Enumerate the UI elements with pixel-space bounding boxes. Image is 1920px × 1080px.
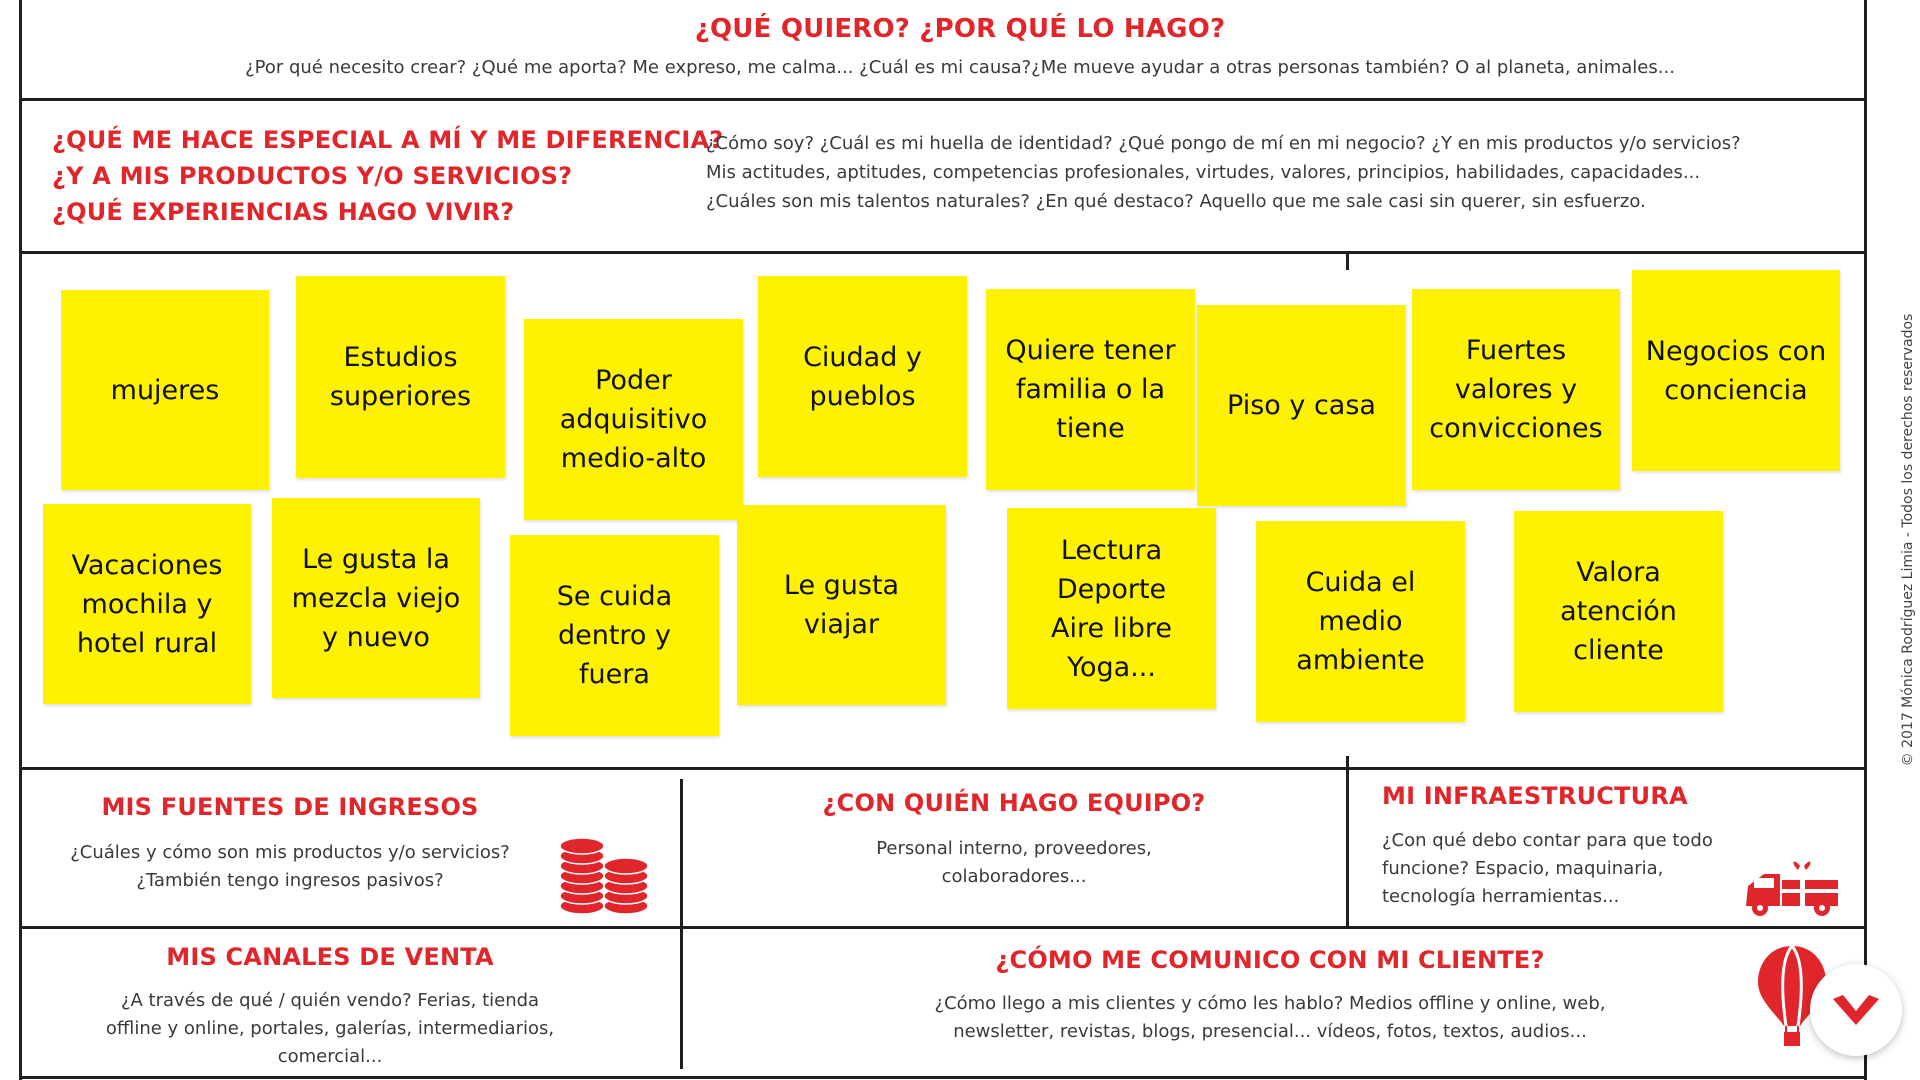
divider-special xyxy=(19,251,1867,254)
team-text-line2: colaboradores... xyxy=(941,866,1087,887)
communication-text-line2: newsletter, revistas, blogs, presencial... vídeos, fotos, textos, audios... xyxy=(953,1021,1587,1042)
frame-left-border xyxy=(19,0,22,1080)
sticky-note: Se cuida dentro y fuera xyxy=(510,535,719,736)
truck-icon xyxy=(1742,856,1844,918)
sticky-note: Vacaciones mochila y hotel rural xyxy=(43,504,251,704)
divider-top xyxy=(19,98,1867,101)
special-title-line3: ¿QUÉ EXPERIENCIAS HAGO VIVIR? xyxy=(52,198,515,226)
chevron-logo-icon[interactable] xyxy=(1810,964,1902,1056)
sticky-note: Quiere tener familia o la tiene xyxy=(986,289,1195,490)
infra-text-line3: tecnología herramientas... xyxy=(1382,886,1620,907)
sticky-note: Le gusta viajar xyxy=(737,505,946,705)
communication-title: ¿CÓMO ME COMUNICO CON MI CLIENTE? xyxy=(995,946,1545,974)
sticky-note: Piso y casa xyxy=(1197,305,1406,506)
special-title-line1: ¿QUÉ ME HACE ESPECIAL A MÍ Y ME DIFERENCIA? xyxy=(52,126,724,154)
income-title: MIS FUENTES DE INGRESOS xyxy=(101,793,479,821)
income-text-line1: ¿Cuáles y cómo son mis productos y/o servicios? xyxy=(70,842,510,863)
why-title: ¿QUÉ QUIERO? ¿POR QUÉ LO HAGO? xyxy=(694,14,1226,44)
divider-middle xyxy=(19,926,1867,929)
sticky-note: mujeres xyxy=(61,290,269,490)
team-text-line1: Personal interno, proveedores, xyxy=(876,838,1152,859)
sticky-note: Negocios con conciencia xyxy=(1632,270,1840,471)
divider-income-team xyxy=(680,779,683,1069)
special-text-line1: ¿Cómo soy? ¿Cuál es mi huella de identidad? ¿Qué pongo de mí en mi negocio? ¿Y en mis productos y/o servicios? xyxy=(706,133,1741,154)
why-text: ¿Por qué necesito crear? ¿Qué me aporta? Me expreso, me calma... ¿Cuál es mi causa?¿Me mueve ayudar a otras personas también? O al planeta, animales... xyxy=(245,57,1675,78)
sticky-note: Ciudad y pueblos xyxy=(758,276,967,477)
coins-icon xyxy=(556,830,652,916)
divider-team-infra xyxy=(1346,756,1349,928)
special-text-line3: ¿Cuáles son mis talentos naturales? ¿En qué destaco? Aquello que me sale casi sin querer, sin esfuerzo. xyxy=(706,191,1646,212)
sticky-note: Cuida el medio ambiente xyxy=(1256,521,1465,722)
divider-notes-bottom xyxy=(19,767,1867,770)
infra-title: MI INFRAESTRUCTURA xyxy=(1382,782,1688,810)
copyright-text: © 2017 Mónica Rodríguez Limia - Todos los derechos reservados xyxy=(1900,313,1916,767)
income-text-line2: ¿También tengo ingresos pasivos? xyxy=(136,870,444,891)
communication-text-line1: ¿Cómo llego a mis clientes y cómo les hablo? Medios offline y online, web, xyxy=(934,993,1606,1014)
channels-text-line1: ¿A través de qué / quién vendo? Ferias, tienda xyxy=(120,990,540,1011)
sticky-note: Lectura Deporte Aire libre Yoga... xyxy=(1007,508,1216,709)
sticky-note: Le gusta la mezcla viejo y nuevo xyxy=(272,498,480,698)
sticky-note: Estudios superiores xyxy=(296,276,505,478)
channels-title: MIS CANALES DE VENTA xyxy=(166,943,494,971)
infra-text-line2: funcione? Espacio, maquinaria, xyxy=(1382,858,1664,879)
sticky-note: Valora atención cliente xyxy=(1514,511,1723,712)
team-title: ¿CON QUIÉN HAGO EQUIPO? xyxy=(822,789,1206,817)
channels-text-line2: offline y online, portales, galerías, intermediarios, xyxy=(105,1018,555,1039)
special-text-line2: Mis actitudes, aptitudes, competencias profesionales, virtudes, valores, principios, habilidades, capacidades... xyxy=(706,162,1701,183)
sticky-note: Poder adquisitivo medio-alto xyxy=(524,319,743,520)
infra-text-line1: ¿Con qué debo contar para que todo xyxy=(1382,830,1713,851)
channels-text-line3: comercial... xyxy=(277,1046,383,1067)
sticky-note: Fuertes valores y convicciones xyxy=(1412,289,1620,490)
special-title-line2: ¿Y A MIS PRODUCTOS Y/O SERVICIOS? xyxy=(52,162,573,190)
divider-bottom xyxy=(19,1076,1867,1079)
frame-right-border xyxy=(1864,0,1867,1080)
tick-top xyxy=(1346,252,1349,270)
